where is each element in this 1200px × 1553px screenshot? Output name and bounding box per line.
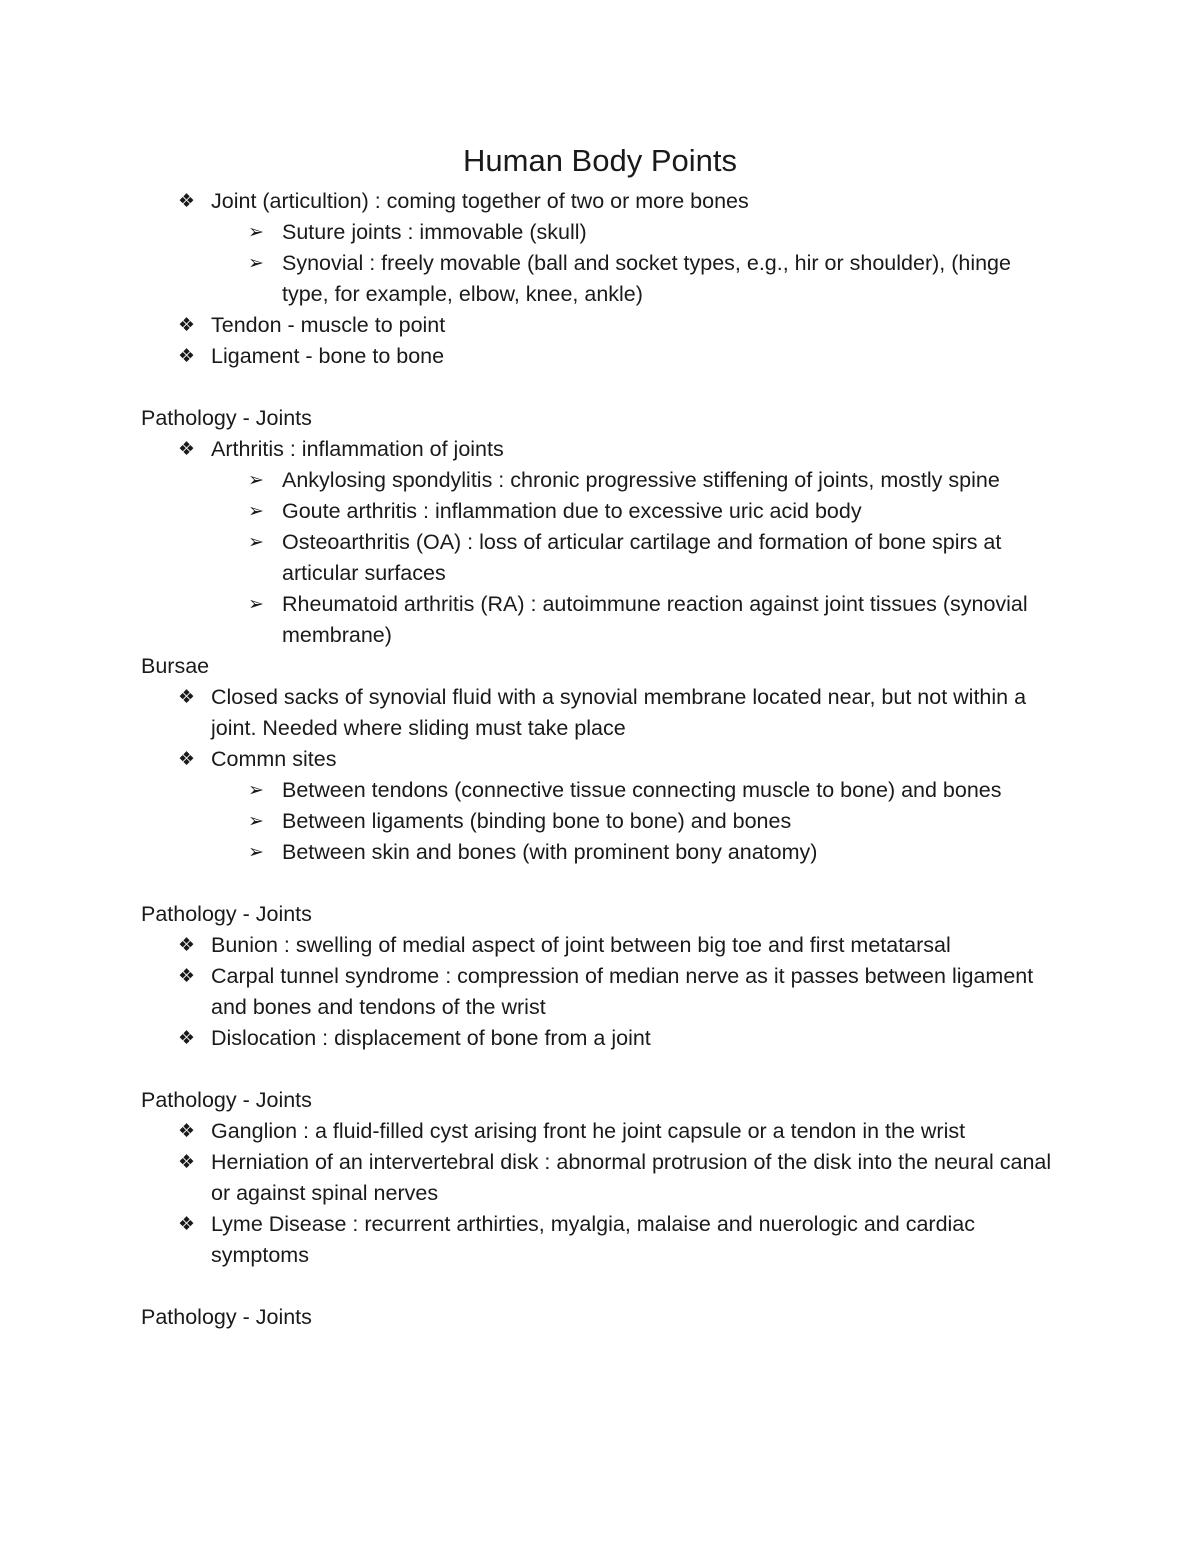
arrow-bullet-icon: ➢ — [248, 532, 264, 553]
diamond-bullet-icon: ❖ — [178, 1121, 196, 1142]
section-heading: Pathology - Joints — [141, 406, 312, 430]
diamond-bullet-icon: ❖ — [178, 191, 196, 212]
list-item: ❖ Closed sacks of synovial fluid with a synovial membrane located near, but not within a joint. Needed where sliding must take place — [141, 682, 1061, 744]
arrow-bullet-icon: ➢ — [248, 811, 264, 832]
spacer — [141, 372, 1061, 403]
list-item: ❖ Joint (articultion) : coming together of two or more bones — [141, 186, 1061, 217]
list-item: ➢ Between ligaments (binding bone to bone) and bones — [141, 806, 1061, 837]
arrow-bullet-icon: ➢ — [248, 253, 264, 274]
list-item: ➢ Synovial : freely movable (ball and socket types, e.g., hir or shoulder), (hinge type, for example, elbow, knee, ankle) — [141, 248, 1061, 310]
diamond-bullet-icon: ❖ — [178, 687, 196, 708]
diamond-bullet-icon: ❖ — [178, 1152, 196, 1173]
list-item: ❖ Lyme Disease : recurrent arthirties, myalgia, malaise and nuerologic and cardiac symptoms — [141, 1209, 1061, 1271]
arrow-bullet-icon: ➢ — [248, 594, 264, 615]
arrow-bullet-icon: ➢ — [248, 470, 264, 491]
diamond-bullet-icon: ❖ — [178, 315, 196, 336]
document-title: Human Body Points — [463, 143, 737, 178]
list-item: ❖ Arthritis : inflammation of joints — [141, 434, 1061, 465]
arrow-bullet-icon: ➢ — [248, 222, 264, 243]
list-item: ➢ Rheumatoid arthritis (RA) : autoimmune reaction against joint tissues (synovial membrane) — [141, 589, 1061, 651]
arrow-bullet-icon: ➢ — [248, 501, 264, 522]
list-item: ➢ Goute arthritis : inflammation due to excessive uric acid body — [141, 496, 1061, 527]
list-item: ❖ Ligament - bone to bone — [141, 341, 1061, 372]
section-heading: Bursae — [141, 654, 210, 678]
diamond-bullet-icon: ❖ — [178, 749, 196, 770]
section-heading: Pathology - Joints — [141, 1305, 312, 1329]
list-item: ➢ Between skin and bones (with prominent bony anatomy) — [141, 837, 1061, 868]
spacer — [141, 868, 1061, 899]
list-item: ❖ Herniation of an intervertebral disk : abnormal protrusion of the disk into the neural canal or against spinal nerves — [141, 1147, 1061, 1209]
diamond-bullet-icon: ❖ — [178, 935, 196, 956]
document-body — [141, 186, 1061, 1333]
list-item: ➢ Ankylosing spondylitis : chronic progressive stiffening of joints, mostly spine — [141, 465, 1061, 496]
section-heading: Pathology - Joints — [141, 1088, 312, 1112]
list-item: ➢ Between tendons (connective tissue connecting muscle to bone) and bones — [141, 775, 1061, 806]
spacer — [141, 1054, 1061, 1085]
list-item: ❖ Tendon - muscle to point — [141, 310, 1061, 341]
diamond-bullet-icon: ❖ — [178, 346, 196, 367]
list-item: ❖ Bunion : swelling of medial aspect of joint between big toe and first metatarsal — [141, 930, 1061, 961]
list-item: ❖ Ganglion : a fluid-filled cyst arising front he joint capsule or a tendon in the wrist — [141, 1116, 1061, 1147]
list-item: ❖ Carpal tunnel syndrome : compression of median nerve as it passes between ligament and bones and tendons of the wrist — [141, 961, 1061, 1023]
arrow-bullet-icon: ➢ — [248, 780, 264, 801]
diamond-bullet-icon: ❖ — [178, 439, 196, 460]
list-item: ➢ Suture joints : immovable (skull) — [141, 217, 1061, 248]
list-item: ❖ Commn sites — [141, 744, 1061, 775]
list-item: ❖ Dislocation : displacement of bone from a joint — [141, 1023, 1061, 1054]
diamond-bullet-icon: ❖ — [178, 966, 196, 987]
diamond-bullet-icon: ❖ — [178, 1214, 196, 1235]
arrow-bullet-icon: ➢ — [248, 842, 264, 863]
list-item: ➢ Osteoarthritis (OA) : loss of articular cartilage and formation of bone spirs at articular surfaces — [141, 527, 1061, 589]
spacer — [141, 1271, 1061, 1302]
section-heading: Pathology - Joints — [141, 902, 312, 926]
diamond-bullet-icon: ❖ — [178, 1028, 196, 1049]
